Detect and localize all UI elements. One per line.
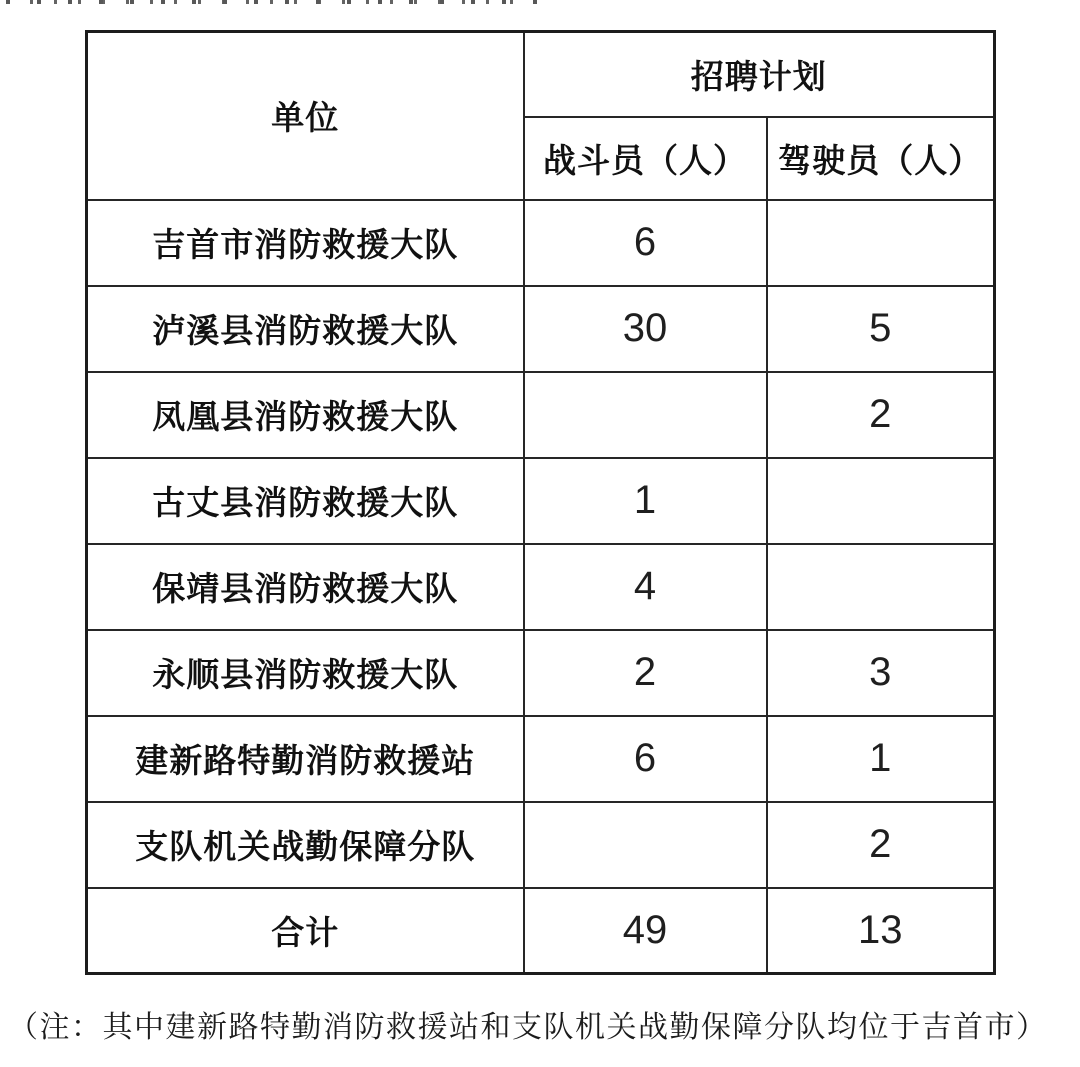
header-driver: 驾驶员（人） [767,117,995,200]
unit-cell: 保靖县消防救援大队 [87,544,524,630]
note-text: （注：其中建新路特勤消防救援站和支队机关战勤保障分队均位于吉首市） [8,1011,1048,1044]
driver-cell: 1 [767,716,995,802]
header-combatant: 战斗员（人） [524,117,767,200]
driver-cell [767,200,995,286]
driver-cell: 2 [767,372,995,458]
combatant-cell [524,372,767,458]
driver-cell: 2 [767,802,995,888]
recruitment-plan-table [85,30,996,975]
table-row [87,372,995,458]
unit-cell: 永顺县消防救援大队 [87,630,524,716]
table-row [87,630,995,716]
driver-cell [767,458,995,544]
unit-cell: 建新路特勤消防救援站 [87,716,524,802]
header-recruitment-plan: 招聘计划 [524,32,995,117]
clipped-text-remnant [6,0,551,4]
table-row [87,458,995,544]
driver-cell: 5 [767,286,995,372]
combatant-cell [524,802,767,888]
driver-cell [767,544,995,630]
total-row [87,888,995,974]
total-combatant-cell: 49 [524,888,767,974]
total-label-cell: 合计 [87,888,524,974]
combatant-cell: 2 [524,630,767,716]
table-row [87,716,995,802]
combatant-cell: 4 [524,544,767,630]
unit-cell: 泸溪县消防救援大队 [87,286,524,372]
unit-cell: 吉首市消防救援大队 [87,200,524,286]
combatant-cell: 1 [524,458,767,544]
unit-cell: 凤凰县消防救援大队 [87,372,524,458]
table-row [87,544,995,630]
unit-cell: 支队机关战勤保障分队 [87,802,524,888]
table-row [87,286,995,372]
combatant-cell: 30 [524,286,767,372]
header-unit: 单位 [87,32,524,200]
table-row [87,200,995,286]
driver-cell: 3 [767,630,995,716]
total-driver-cell: 13 [767,888,995,974]
unit-cell: 古丈县消防救援大队 [87,458,524,544]
table-row [87,802,995,888]
table-header-row-1 [87,32,995,117]
combatant-cell: 6 [524,200,767,286]
combatant-cell: 6 [524,716,767,802]
